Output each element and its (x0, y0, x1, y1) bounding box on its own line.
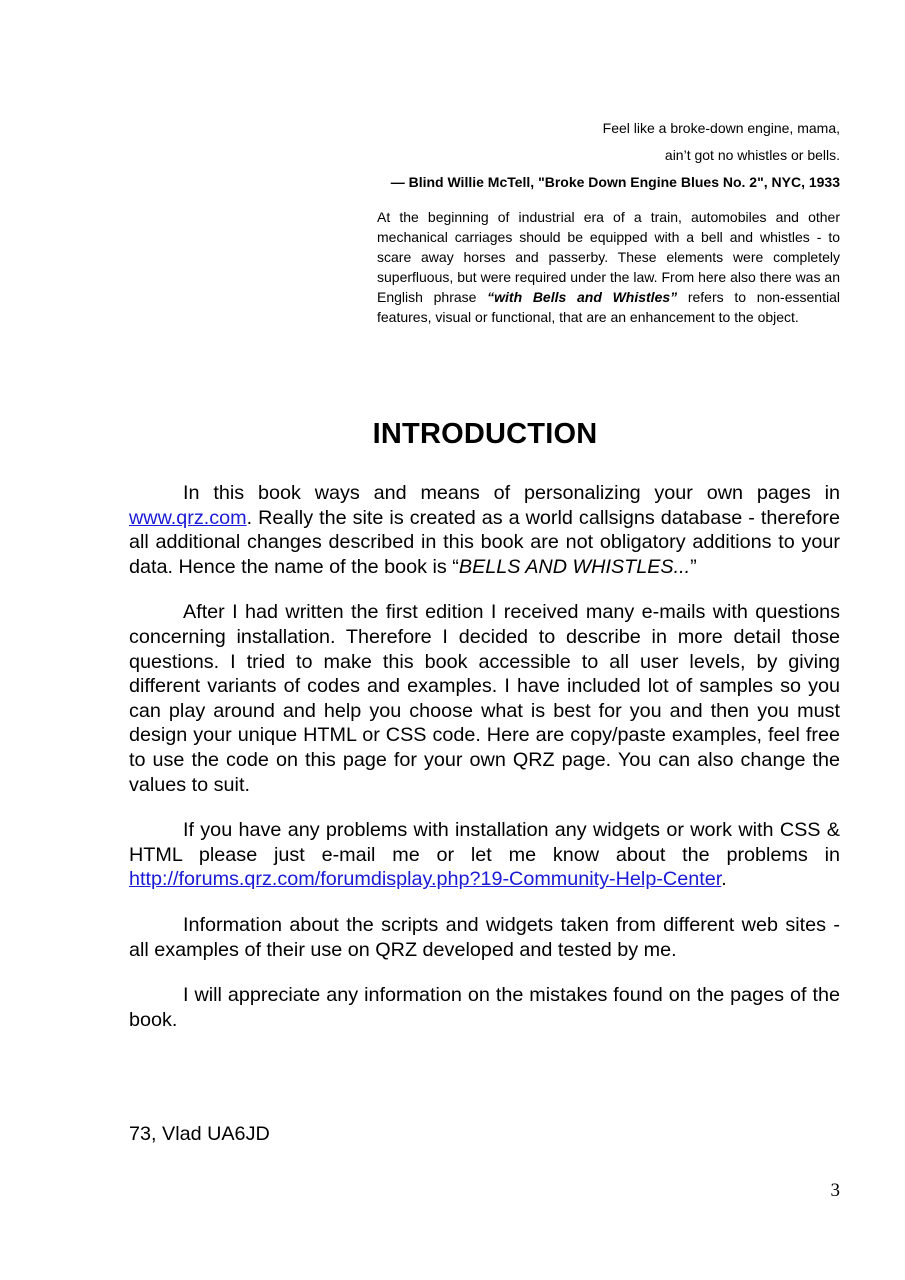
paragraph-text: . (721, 868, 727, 891)
forum-link[interactable]: http://forums.qrz.com/forumdisplay.php?19-Community-Help-Center (129, 868, 722, 891)
paragraph-5: I will appreciate any information on the mistakes found on the pages of the book. (129, 984, 840, 1031)
note-text: refers to non-essential features, visual or functional, that are an enhancement to the object. (377, 289, 840, 325)
page-title: INTRODUCTION (372, 418, 598, 450)
signature: 73, Vlad UA6JD (129, 1123, 270, 1145)
epigraph (391, 118, 840, 199)
epigraph-attribution: — Blind Willie McTell, "Broke Down Engine Blues No. 2", NYC, 1933 (390, 174, 840, 190)
page-number: 3 (830, 1180, 840, 1201)
paragraph-3 (129, 818, 840, 892)
note-text: At the beginning of industrial era of a train, automobiles and other mechanical carriages should be equipped with a bell and whistles - to scare away horses and passerby. These elements were completely superfluous, but were required under the law. From here also there was an English phrase (377, 209, 840, 305)
paragraph-1 (129, 481, 840, 579)
paragraph-text: In this book ways and means of personalizing your own pages in (183, 482, 840, 504)
paragraph-text: ” (690, 555, 697, 578)
paragraph-text: . Really the site is created as a world callsigns database - therefore all additional changes described in this book are not obligatory additions to your data. Hence the name of the book is “ (129, 506, 840, 578)
introduction-body (129, 481, 840, 1053)
qrz-link[interactable]: www.qrz.com (129, 506, 247, 529)
epigraph-line: ain’t got no whistles or bells. (664, 147, 840, 163)
paragraph-2: After I had written the first edition I received many e-mails with questions concerning installation. Therefore I decided to describe in more detail those questions. I tried to make this book accessible to all user levels, by giving different variants of codes and examples. I have included lot of samples so you can play around and help you choose what is best for you and then you must design your unique HTML or CSS code. Here are copy/paste examples, feel free to use the code on this page for your own QRZ page. You can also change the values to suit. (129, 601, 840, 796)
note-emphasis: “with Bells and Whistles” (487, 289, 678, 305)
paragraph-4: Information about the scripts and widgets taken from different web sites - all examples of their use on QRZ developed and tested by me. (129, 913, 840, 961)
book-name: BELLS AND WHISTLES... (458, 555, 691, 578)
epigraph-line: Feel like a broke-down engine, mama, (602, 120, 840, 136)
paragraph-text: If you have any problems with installation any widgets or work with CSS & HTML please just e-mail me or let me know about the problems in (129, 819, 840, 866)
bells-whistles-note (377, 207, 840, 327)
